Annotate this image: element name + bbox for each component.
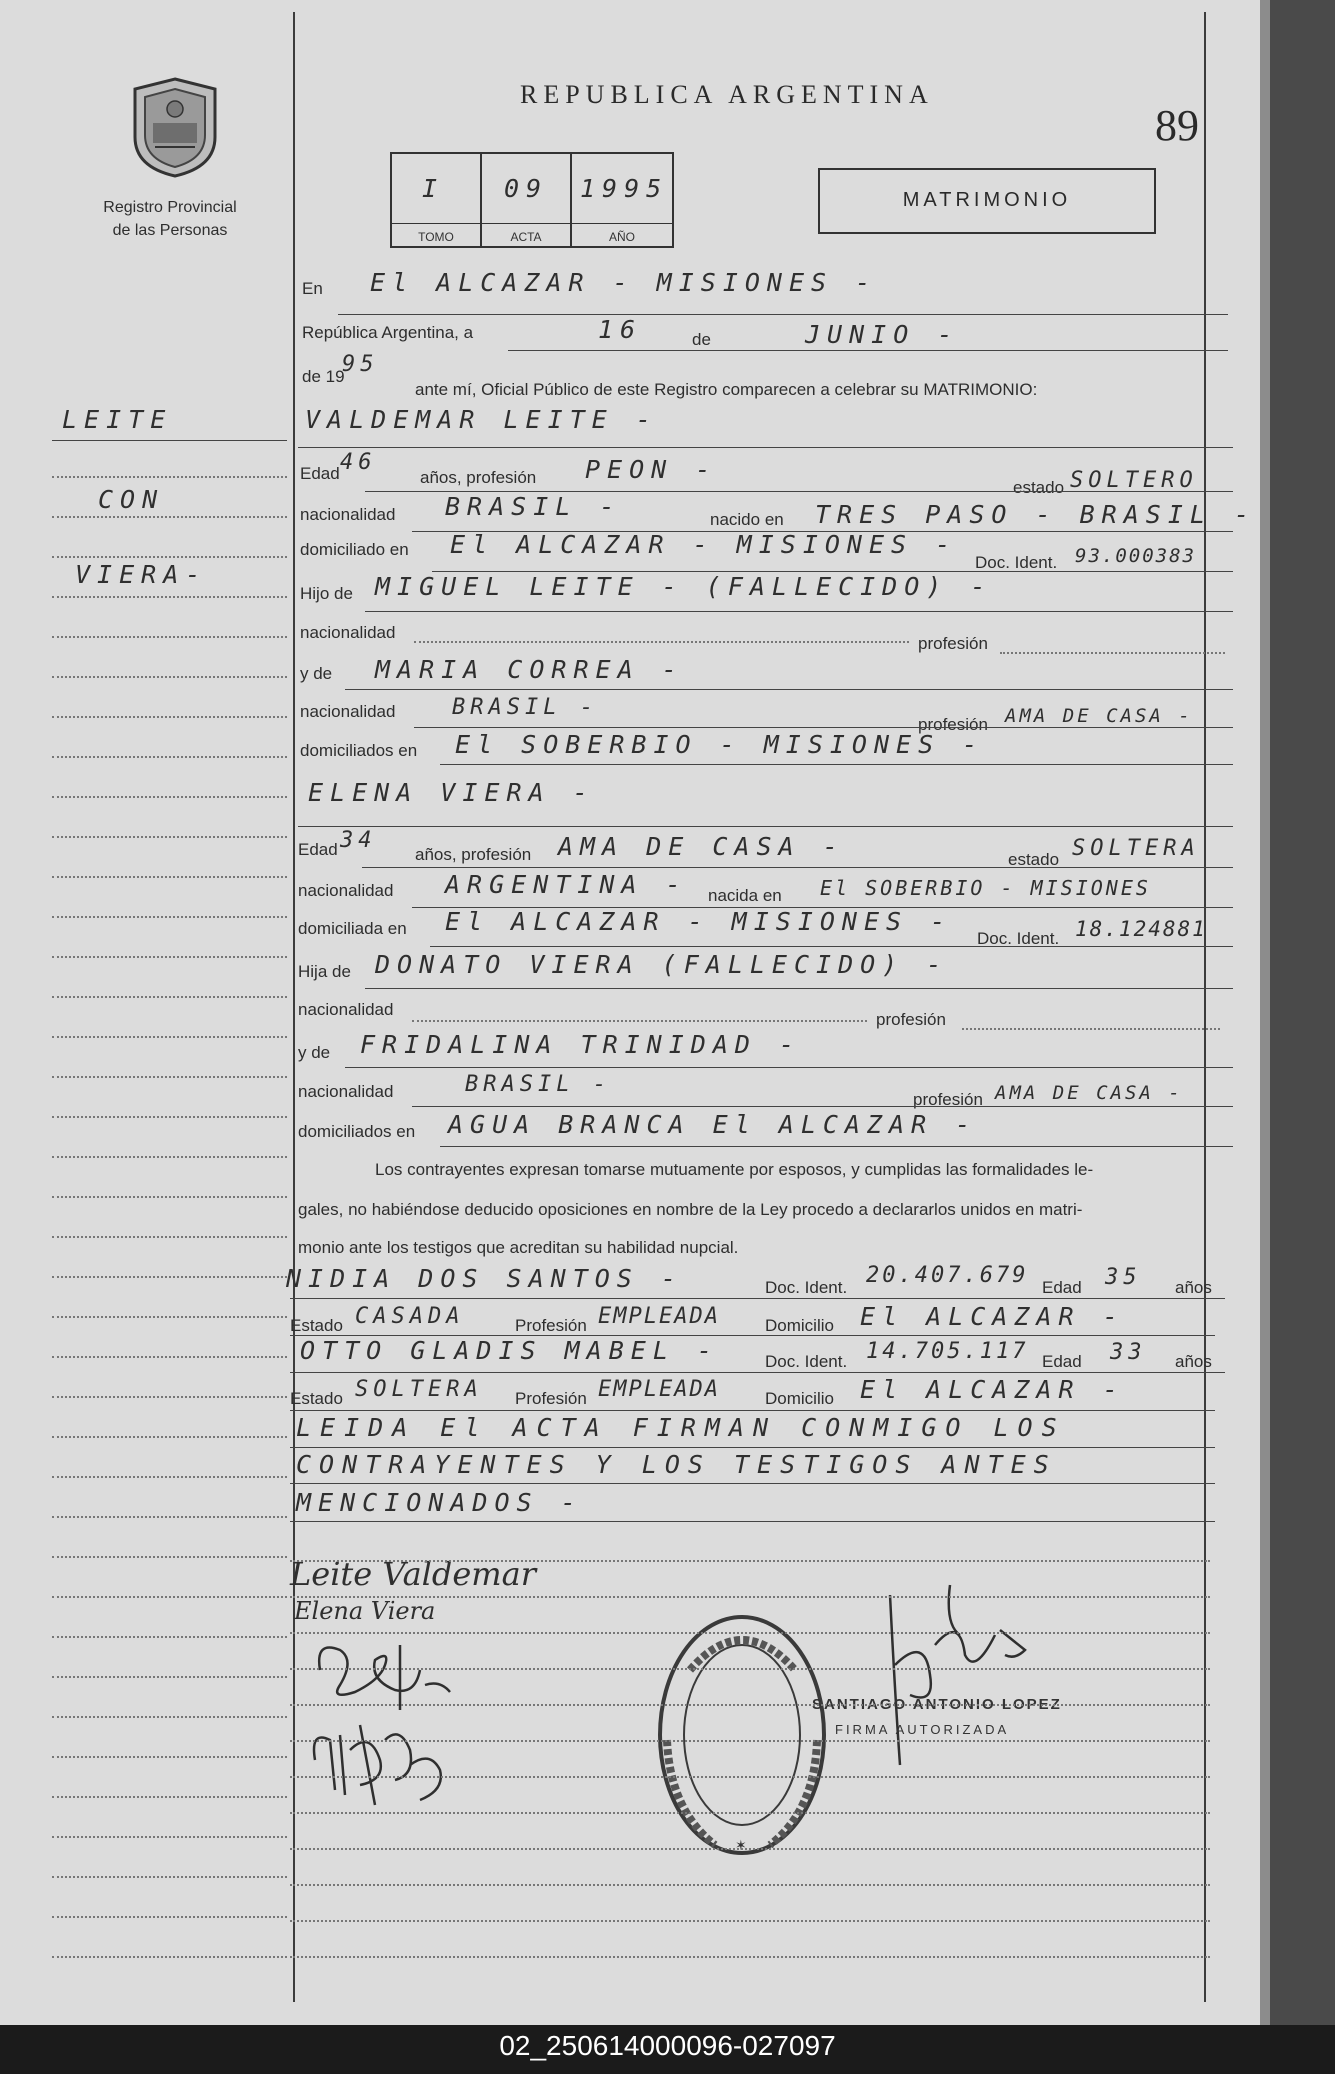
witness2-edad-label: Edad [1042, 1352, 1082, 1371]
groom-mnac-line [414, 727, 1233, 728]
witness1-profession: EMPLEADA [598, 1304, 720, 1329]
groom-fprof-label: profesión [918, 634, 988, 653]
act-number-box [390, 152, 674, 248]
body-dotted-line [290, 1776, 1210, 1778]
groom-age: 46 [340, 450, 377, 475]
groom-doc-label: Doc. Ident. [975, 553, 1058, 572]
statement-line-2: gales, no habiéndose deducido oposiciones en nombre de la Ley procedo a declararlos unidos en matri- [298, 1200, 1083, 1219]
witness1-domicile: El ALCAZAR - [860, 1302, 1125, 1331]
matrimonio-box [818, 168, 1156, 234]
bride-pdom-line [440, 1146, 1233, 1147]
groom-nationality: BRASIL - [445, 492, 622, 521]
margin-dotted-line [52, 956, 287, 958]
ano-cell [572, 154, 672, 246]
bride-father-line [365, 988, 1233, 989]
groom-pdom-label: domiciliados en [300, 741, 418, 760]
margin-dotted-line [52, 1316, 287, 1318]
body-dotted-line [290, 1812, 1210, 1814]
margin-dotted-line [52, 1396, 287, 1398]
groom-hijo-label: Hijo de [300, 584, 353, 603]
groom-father-line [365, 611, 1233, 612]
groom-parents-domicile: El SOBERBIO - MISIONES - [455, 730, 985, 759]
bride-parents-domicile: AGUA BRANCA El ALCAZAR - [448, 1110, 978, 1139]
groom-nacido-label: nacido en [710, 510, 784, 529]
ano-value: 1995 [580, 174, 669, 203]
margin-dotted-line [52, 1196, 287, 1198]
groom-domicile: El ALCAZAR - MISIONES - [450, 530, 958, 559]
bride-hija-label: Hija de [298, 962, 351, 981]
margin-dotted-line [52, 796, 287, 798]
body-dotted-line [290, 1920, 1210, 1922]
bride-dom-line [430, 946, 1233, 947]
margin-dotted-line [52, 1236, 287, 1238]
margin-dotted-line [52, 1756, 287, 1758]
margin-dotted-line [52, 1156, 287, 1158]
groom-fprof-dots [1000, 652, 1225, 654]
bride-mnac-line [412, 1106, 1233, 1107]
groom-yde-label: y de [300, 664, 333, 683]
official-stamp-icon [655, 1610, 830, 1860]
groom-mnac-label: nacionalidad [300, 702, 396, 721]
bride-nac-label: nacionalidad [298, 881, 394, 900]
witness1-estado-label: Estado [290, 1316, 343, 1335]
margin-dotted-line [52, 1076, 287, 1078]
officer-name: SANTIAGO ANTONIO LOPEZ [812, 1696, 1062, 1713]
witness1-doc: 20.407.679 [866, 1263, 1029, 1288]
bride-mother: FRIDALINA TRINIDAD - [360, 1030, 802, 1059]
groom-pdom-line [440, 764, 1233, 765]
body-dotted-line [290, 1956, 1210, 1958]
page-number: 89 [1155, 101, 1199, 150]
margin-dotted-line [52, 1596, 287, 1598]
provincial-seal-icon [125, 75, 225, 180]
bride-fnac-dots [412, 1020, 867, 1022]
groom-signature: Leite Valdemar [290, 1555, 537, 1593]
margin-dotted-line [52, 1356, 287, 1358]
de-label: de [692, 330, 711, 349]
margin-dotted-line [52, 916, 287, 918]
groom-anos-label: años, profesión [420, 468, 537, 487]
body-dotted-line [290, 1884, 1210, 1886]
image-id-caption: 02_250614000096-027097 [499, 2030, 836, 2061]
registry-line2: de las Personas [112, 222, 228, 239]
margin-dotted-line [52, 1916, 287, 1918]
groom-dom-label: domiciliado en [300, 540, 409, 559]
place-line [338, 314, 1228, 315]
witness1-edad-label: Edad [1042, 1278, 1082, 1297]
ceremony-year: 95 [342, 352, 379, 377]
groom-mother-profession: AMA DE CASA - [1005, 705, 1193, 727]
margin-dotted-line [52, 1796, 287, 1798]
ante-mi-text: ante mí, Oficial Público de este Registro comparecen a celebrar su MATRIMONIO: [415, 380, 1038, 399]
bride-mother-nationality: BRASIL - [465, 1072, 611, 1097]
witness1-line [290, 1298, 1225, 1299]
witness2-estado-label: Estado [290, 1389, 343, 1408]
de19-label: de 19 [302, 367, 345, 386]
witness1-age: 35 [1105, 1265, 1142, 1290]
bride-mother-profession: AMA DE CASA - [995, 1082, 1183, 1104]
bride-doc-label: Doc. Ident. [977, 929, 1060, 948]
groom-father: MIGUEL LEITE - (FALLECIDO) - [375, 572, 993, 601]
bride-mother-line [345, 1067, 1233, 1068]
ano-label: AÑO [608, 230, 635, 244]
body-dotted-line [290, 1704, 1210, 1706]
margin-dotted-line [52, 1516, 287, 1518]
witness2-line-2 [290, 1410, 1215, 1411]
body-dotted-line [290, 1848, 1210, 1850]
acta-value: 09 [504, 174, 549, 203]
closing-rule-3 [290, 1521, 1215, 1522]
witness2-line [290, 1372, 1225, 1373]
margin-dotted-line [52, 596, 287, 598]
margin-dotted-line [52, 1556, 287, 1558]
bride-name: ELENA VIERA - [308, 778, 595, 807]
tomo-cell [392, 154, 482, 246]
margin-dotted-line [52, 476, 287, 478]
witness2-doc-label: Doc. Ident. [765, 1352, 848, 1371]
witness2-profession: EMPLEADA [598, 1377, 720, 1402]
witness1-status: CASADA [355, 1304, 465, 1329]
margin-dotted-line [52, 1116, 287, 1118]
witness1-doc-label: Doc. Ident. [765, 1278, 848, 1297]
groom-nac-label: nacionalidad [300, 505, 396, 524]
groom-mother-nationality: BRASIL - [452, 695, 598, 720]
closing-rule-1 [290, 1447, 1215, 1448]
statement-line-3: monio ante los testigos que acreditan su habilidad nupcial. [298, 1238, 739, 1257]
margin-dotted-line [52, 756, 287, 758]
groom-fnac-dots [414, 641, 909, 643]
margin-dotted-line [52, 516, 287, 518]
witness2-name: OTTO GLADIS MABEL - [300, 1336, 719, 1365]
matrimonio-label: MATRIMONIO [902, 189, 1072, 211]
body-dotted-line [290, 1596, 1210, 1598]
groom-mprof-label: profesión [918, 715, 988, 734]
witness2-age: 33 [1110, 1340, 1147, 1365]
witness2-status: SOLTERA [355, 1377, 483, 1402]
closing-rule-2 [290, 1483, 1215, 1484]
statement-line-1: Los contrayentes expresan tomarse mutuamente por esposos, y cumplidas las formalidades le- [375, 1160, 1094, 1179]
witness1-name: NIDIA DOS SANTOS - [286, 1264, 683, 1293]
tomo-label: TOMO [418, 230, 454, 244]
witness2-prof-label: Profesión [515, 1389, 587, 1408]
en-label: En [302, 279, 323, 298]
groom-fnac-label: nacionalidad [300, 623, 396, 642]
officer-signature-scribble [865, 1575, 1040, 1775]
bride-mnac-label: nacionalidad [298, 1082, 394, 1101]
bride-mprof-label: profesión [913, 1090, 983, 1109]
acta-label: ACTA [510, 230, 542, 244]
ceremony-month: JUNIO - [805, 320, 960, 349]
margin-dotted-line [52, 1676, 287, 1678]
svg-text:✶: ✶ [735, 1838, 747, 1854]
margin-dotted-line [52, 1276, 287, 1278]
bride-fnac-label: nacionalidad [298, 1000, 394, 1019]
bride-yde-label: y de [298, 1043, 331, 1062]
witness2-anos-label: años [1175, 1352, 1212, 1371]
witness2-dom-label: Domicilio [765, 1389, 834, 1408]
ceremony-place: El ALCAZAR - MISIONES - [370, 268, 878, 297]
bride-nationality: ARGENTINA - [445, 870, 688, 899]
margin-surname-2: VIERA- [75, 560, 208, 589]
body-dotted-line [290, 1668, 1210, 1670]
bride-pdom-label: domiciliados en [298, 1122, 416, 1141]
margin-dotted-line [52, 1876, 287, 1878]
margin-dotted-line [52, 556, 287, 558]
bride-father: DONATO VIERA (FALLECIDO) - [375, 950, 949, 979]
witness1-anos-label: años [1175, 1278, 1212, 1297]
groom-doc: 93.000383 [1075, 545, 1196, 567]
groom-mother: MARIA CORREA - [375, 655, 684, 684]
groom-birthplace: TRES PASO - BRASIL - [815, 500, 1257, 529]
bride-nacida-label: nacida en [708, 886, 782, 905]
margin-dotted-line [52, 876, 287, 878]
groom-status: SOLTERO [1070, 468, 1198, 493]
bride-anos-label: años, profesión [415, 845, 532, 864]
margin-dotted-line [52, 636, 287, 638]
closing-line-2: CONTRAYENTES Y LOS TESTIGOS ANTES [296, 1450, 1057, 1479]
republica-label: República Argentina, a [302, 323, 474, 342]
groom-name-line [298, 447, 1233, 448]
bride-estado-label: estado [1008, 850, 1060, 869]
officer-role: FIRMA AUTORIZADA [835, 1722, 1010, 1737]
groom-mother-line [345, 689, 1233, 690]
margin-dotted-line [52, 1436, 287, 1438]
bride-birthplace: El SOBERBIO - MISIONES [820, 876, 1151, 900]
margin-dotted-line [52, 676, 287, 678]
witness1-prof-label: Profesión [515, 1316, 587, 1335]
bride-status: SOLTERA [1072, 836, 1200, 861]
closing-line-3: MENCIONADOS - [296, 1488, 583, 1517]
bride-name-line [298, 826, 1233, 827]
witness1-dom-label: Domicilio [765, 1316, 834, 1335]
body-dotted-line [290, 1740, 1210, 1742]
registry-line1: Registro Provincial [103, 199, 237, 216]
bride-fprof-label: profesión [876, 1010, 946, 1029]
bride-signature: Elena Viera [294, 1597, 436, 1625]
groom-profession: PEON - [585, 455, 718, 484]
book-spine [1260, 0, 1335, 2025]
bride-profession: AMA DE CASA - [558, 832, 845, 861]
bride-age-line [362, 867, 1233, 868]
groom-edad-label: Edad [300, 464, 340, 483]
country-title: REPUBLICA ARGENTINA [520, 80, 934, 109]
margin-dotted-line [52, 1036, 287, 1038]
body-dotted-line [290, 1632, 1210, 1634]
margin-rule [52, 440, 287, 441]
groom-estado-label: estado [1013, 478, 1065, 497]
bride-edad-label: Edad [298, 840, 338, 859]
margin-dotted-line [52, 716, 287, 718]
margin-dotted-line [52, 1636, 287, 1638]
margin-dotted-line [52, 1956, 287, 1958]
bride-fprof-dots [962, 1028, 1220, 1030]
margin-dotted-line [52, 1836, 287, 1838]
witness-signatures-scribble [300, 1630, 470, 1820]
body-dotted-line [290, 1560, 1210, 1562]
acta-cell [482, 154, 572, 246]
tomo-value: I [422, 174, 445, 203]
margin-dotted-line [52, 836, 287, 838]
bride-doc: 18.124881 [1075, 917, 1207, 941]
bride-domicile: El ALCAZAR - MISIONES - [445, 907, 953, 936]
ceremony-day: 16 [598, 315, 643, 344]
registry-name [70, 196, 270, 242]
date-line [508, 350, 1228, 351]
margin-dotted-line [52, 996, 287, 998]
closing-line-1: LEIDA El ACTA FIRMAN CONMIGO LOS [296, 1413, 1066, 1442]
groom-name: VALDEMAR LEITE - [305, 405, 658, 434]
margin-surname-1: LEITE [62, 405, 173, 434]
margin-con: CON [98, 485, 165, 514]
bride-dom-label: domiciliada en [298, 919, 407, 938]
margin-dotted-line [52, 1716, 287, 1718]
margin-dotted-line [52, 1476, 287, 1478]
witness2-domicile: El ALCAZAR - [860, 1375, 1125, 1404]
witness2-doc: 14.705.117 [866, 1339, 1029, 1364]
bride-age: 34 [340, 828, 377, 853]
